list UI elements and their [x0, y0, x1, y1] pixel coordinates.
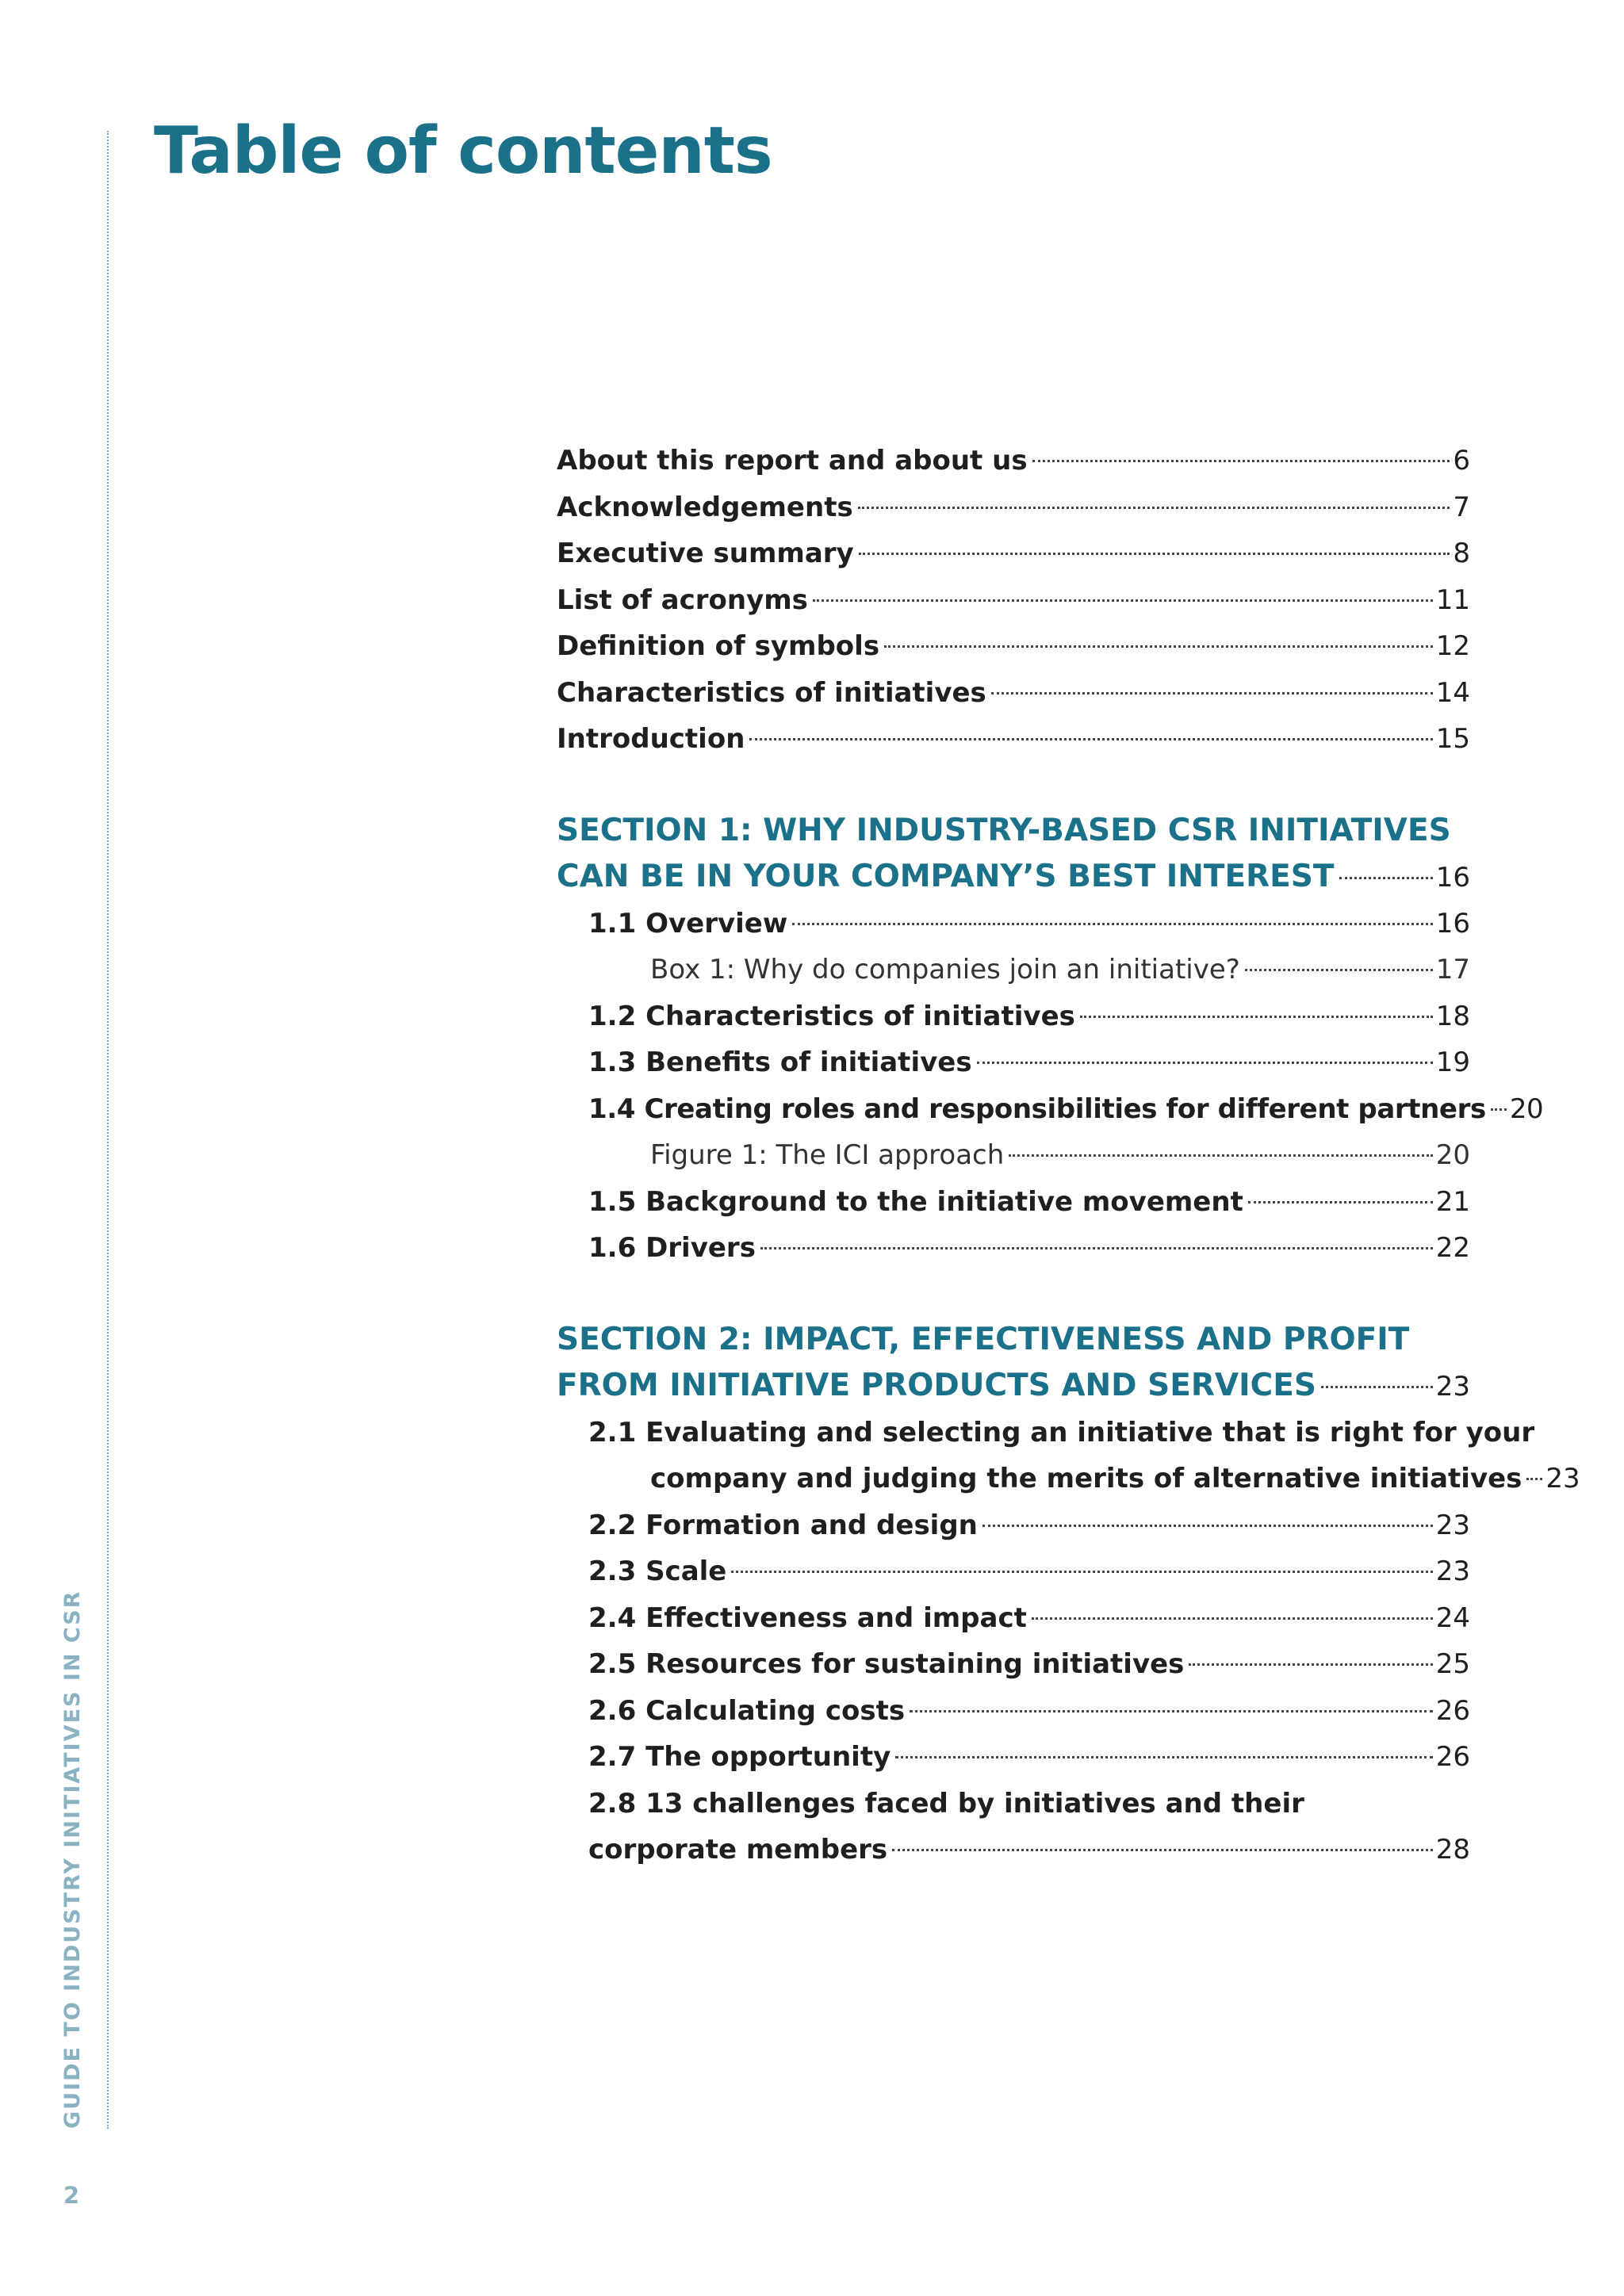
toc-entry-label: 1.2 Characteristics of initiatives [588, 1000, 1075, 1032]
toc-entry-2-4[interactable] [557, 1595, 1470, 1642]
dot-leader [1491, 1108, 1507, 1111]
dot-leader [884, 645, 1433, 648]
toc-entry-label: 2.3 Scale [588, 1556, 727, 1587]
toc-entry-2-1-line2[interactable] [557, 1456, 1580, 1502]
toc-entry-1-1[interactable] [557, 901, 1470, 947]
toc-entry-symbols[interactable] [557, 623, 1470, 670]
toc-entry-1-5[interactable] [557, 1179, 1470, 1226]
toc-entry-2-8-line2[interactable] [557, 1827, 1470, 1873]
toc-entry-2-2[interactable] [557, 1502, 1470, 1549]
table-of-contents [557, 438, 1580, 1873]
section-page: 16 [1435, 862, 1470, 894]
toc-entry-label-continued: corporate members [588, 1834, 888, 1866]
toc-entry-label: Executive summary [557, 538, 854, 569]
toc-entry-label: About this report and about us [557, 445, 1028, 476]
toc-entry-page: 22 [1435, 1232, 1470, 1264]
toc-entry-page: 26 [1435, 1694, 1470, 1727]
section-1-heading-line2[interactable] [557, 854, 1470, 901]
section-heading-text: SECTION 1: WHY INDUSTRY-BASED CSR INITIATIVES [557, 812, 1451, 848]
toc-entry-page: 23 [1435, 1509, 1470, 1541]
section-1-heading-line1[interactable] [557, 808, 1470, 855]
toc-entry-label: 2.1 Evaluating and selecting an initiative that is right for your [588, 1416, 1535, 1448]
toc-entry-page: 23 [1435, 1556, 1470, 1587]
toc-entry-page: 20 [1509, 1093, 1544, 1125]
toc-entry-label: 2.8 13 challenges faced by initiatives and their [588, 1787, 1304, 1820]
toc-entry-label: 2.5 Resources for sustaining initiatives [588, 1648, 1185, 1680]
toc-entry-2-8-line1[interactable] [557, 1781, 1470, 1827]
toc-entry-about[interactable] [557, 438, 1470, 484]
spacer [557, 1272, 1470, 1317]
dot-leader [1080, 1016, 1433, 1018]
dot-leader [1526, 1478, 1542, 1480]
toc-entry-page: 17 [1435, 954, 1470, 985]
dot-leader [1032, 1617, 1433, 1620]
toc-entry-1-2[interactable] [557, 993, 1470, 1040]
toc-entry-label: Figure 1: The ICI approach [650, 1139, 1005, 1171]
toc-entry-page: 19 [1435, 1047, 1470, 1078]
toc-entry-label-continued: company and judging the merits of alternative initiatives [650, 1463, 1522, 1494]
section-page: 23 [1435, 1371, 1470, 1402]
spacer [557, 763, 1470, 808]
dot-leader [991, 692, 1433, 695]
page-number: 2 [63, 2182, 80, 2209]
dot-leader [977, 1062, 1433, 1064]
toc-entry-page: 6 [1453, 445, 1470, 476]
toc-entry-2-6[interactable] [557, 1688, 1470, 1735]
dot-leader [1009, 1154, 1432, 1157]
toc-entry-label: Characteristics of initiatives [557, 676, 986, 709]
toc-entry-label: 1.1 Overview [588, 907, 788, 939]
dot-leader [1248, 1201, 1433, 1203]
toc-entry-box-1[interactable] [557, 947, 1470, 993]
toc-entry-page: 24 [1435, 1601, 1470, 1634]
dot-leader [813, 599, 1433, 602]
toc-entry-1-3[interactable] [557, 1039, 1470, 1086]
toc-entry-page: 21 [1435, 1185, 1470, 1218]
toc-entry-label: 2.7 The opportunity [588, 1741, 891, 1773]
toc-entry-label: 1.3 Benefits of initiatives [588, 1047, 972, 1078]
toc-entry-page: 18 [1435, 1000, 1470, 1032]
side-dotted-rule [107, 131, 109, 2129]
toc-entry-page: 15 [1435, 723, 1470, 755]
dot-leader [982, 1525, 1433, 1527]
toc-entry-label: 1.5 Background to the initiative movement [588, 1185, 1243, 1218]
toc-entry-2-7[interactable] [557, 1734, 1470, 1781]
toc-entry-label: Acknowledgements [557, 491, 853, 523]
toc-entry-1-4[interactable] [557, 1086, 1544, 1133]
running-header: GUIDE TO INDUSTRY INITIATIVES IN CSR [60, 1590, 85, 2129]
section-heading-text: CAN BE IN YOUR COMPANY’S BEST INTEREST [557, 859, 1335, 894]
section-heading-text: FROM INITIATIVE PRODUCTS AND SERVICES [557, 1368, 1316, 1403]
toc-entry-2-5[interactable] [557, 1641, 1470, 1688]
toc-entry-1-6[interactable] [557, 1225, 1470, 1272]
dot-leader [858, 507, 1450, 509]
section-2-heading-line2[interactable] [557, 1363, 1470, 1410]
toc-entry-figure-1[interactable] [557, 1132, 1470, 1179]
toc-entry-page: 26 [1435, 1741, 1470, 1773]
toc-entry-acronyms[interactable] [557, 577, 1470, 624]
dot-leader [749, 738, 1432, 740]
toc-entry-page: 28 [1435, 1834, 1470, 1866]
dot-leader [1339, 877, 1433, 879]
toc-entry-label: 2.2 Formation and design [588, 1509, 978, 1541]
dot-leader [1032, 460, 1450, 462]
toc-entry-acknowledgements[interactable] [557, 484, 1470, 531]
toc-entry-label: 1.4 Creating roles and responsibilities for different partners [588, 1093, 1486, 1125]
toc-entry-label: List of acronyms [557, 584, 808, 616]
dot-leader [1321, 1386, 1433, 1388]
toc-entry-characteristics[interactable] [557, 670, 1470, 717]
section-2-heading-line1[interactable] [557, 1317, 1470, 1364]
toc-entry-page: 12 [1435, 630, 1470, 662]
section-heading-text: SECTION 2: IMPACT, EFFECTIVENESS AND PROFIT [557, 1321, 1410, 1357]
toc-entry-page: 11 [1435, 584, 1470, 616]
toc-entry-label: 1.6 Drivers [588, 1232, 756, 1264]
toc-entry-page: 7 [1453, 491, 1470, 523]
toc-entry-2-1-line1[interactable] [557, 1410, 1535, 1456]
toc-entry-page: 8 [1453, 538, 1470, 569]
toc-entry-page: 14 [1435, 676, 1470, 709]
toc-entry-label: Introduction [557, 723, 745, 755]
page-title: Table of contents [154, 113, 772, 189]
dot-leader [1189, 1663, 1432, 1666]
toc-entry-introduction[interactable] [557, 716, 1470, 763]
toc-entry-page: 25 [1435, 1648, 1470, 1680]
toc-entry-label: 2.4 Effectiveness and impact [588, 1601, 1027, 1634]
dot-leader [760, 1247, 1433, 1249]
dot-leader [859, 553, 1450, 555]
dot-leader [892, 1849, 1433, 1851]
toc-entry-page: 20 [1435, 1139, 1470, 1171]
dot-leader [792, 923, 1432, 925]
toc-entry-executive-summary[interactable] [557, 530, 1470, 577]
toc-entry-label: Box 1: Why do companies join an initiative? [650, 954, 1240, 985]
dot-leader [895, 1756, 1432, 1758]
toc-entry-page: 23 [1545, 1463, 1580, 1494]
toc-entry-2-3[interactable] [557, 1548, 1470, 1595]
toc-entry-label: 2.6 Calculating costs [588, 1694, 906, 1727]
toc-entry-page: 16 [1435, 907, 1470, 939]
toc-entry-label: Definition of symbols [557, 630, 880, 662]
dot-leader [731, 1571, 1432, 1573]
dot-leader [910, 1710, 1433, 1712]
dot-leader [1245, 969, 1433, 971]
